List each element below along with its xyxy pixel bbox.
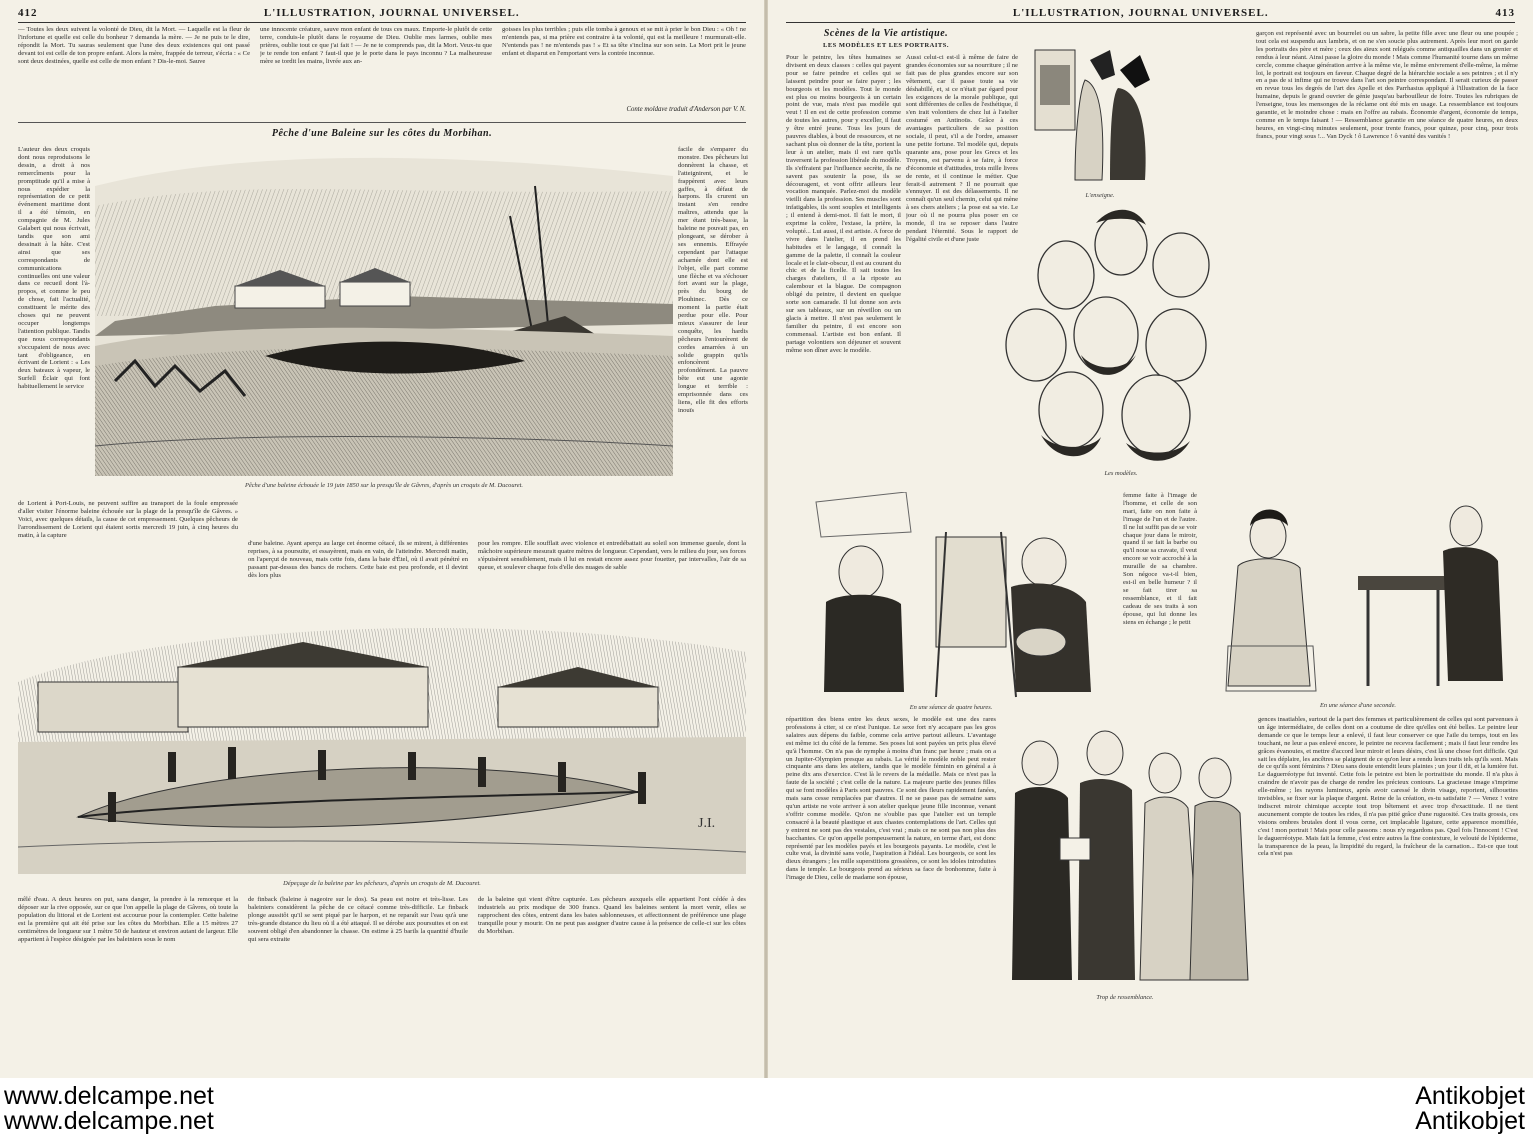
artistic-column-2: Aussi celui-ci est-il à même de faire de grandes économies sur sa nourriture ; il ne fait pas de plus grandes encore sur son vêtement, car il passe toute sa vie déshabillé, et, si ce n'était par égard pour les exigences de la morale publique, qui sont différentes de celles de l'esthétique, il s'en irait volontiers de chez lui à l'atelier costumé en Antinoüs. Grâce à ces avantages particuliers de sa position sociale, il peut, s'il a de l'ordre, amasser une petite fortune. Tel modèle qui, depuis quarante ans, pose pour les Grecs et les Troyens, est parvenu à se faire, à force d'économie et d'attitudes, trois mille livres de rente, et il continue le métier. Que ferait-il autrement ? Il ne pourrait que s'ennuyer. Il est des délassements. Il ne connaît qu'un seul chemin, celui qui mène à ses chers ateliers ; la pose est sa vie. Le jour où il ne pourra plus poser en ce monde, il ira se reposer dans l'autre pendant l'éternité. Sous le rapport de l'égalité civile et d'une juste [906, 54, 1018, 243]
watermark-left-2: www.delcampe.net [4, 1107, 214, 1135]
whale-bottom-column-1: mêlé d'eau. A deux heures on put, sans danger, la prendre à la remorque et la déposer sur la rive opposée, sur ce que l'on appelle la plage de Gâvres, où toute la population du littoral et de Lorient est accourue pour la contempler. Cette baleine est la première qui ait été prise sur les côtes du Morbihan. Elle a 15 mètres 27 centimètres de longueur sur 1 mètre 50 de hauteur et environ autant de largeur. Elle appartient à l'espèce désignée par les baleiniers sous le nom [18, 896, 238, 943]
artistic-column-1: Pour le peintre, les têtes humaines se divisent en deux classes : celles qui payent pour se faire peindre et celles qui se laissent peindre pour se faire payer ; les bourgeois et les modèles. Tout le monde est plus ou moins bourgeois à un certain point de vue, mais n'est pas modèle qui veut ! Il en est de cette profession comme de toutes les autres, pour y exceller, il faut y être entré jeune. Tous les jours de pauvres diables, à bout de ressources, et ne sachant plus où donner de la tête, portent la leur à un atelier, mais il est rare qu'ils traversent la profession libérale du modèle. Ils s'effraient par l'influence secrète, ils ne savent pas soutenir la pose, ils se découragent, et vont offrir ailleurs leur vocation manquée. Parlez-moi du modèle vieilli dans la profession. Ses muscles sont infatigables, ils sont souples et intelligents ; il entend à demi-mot. Il fait le mort, il exprime la colère, l'extase, la prière, la volupté... Lui aussi, il est artiste. A force de vivre dans l'atelier, il en prend les habitudes et le langage, il connaît la gamme de la palette, il connaît la couleur locale et le clair-obscur, il est au courant du chic et de la ficelle. Il sait toutes les charges d'ateliers, il a la riposte au calembour et la blague. De compagnon obligé du peintre, il devient en quelque sorte son camarade. Il lui donne son avis sur ses tableaux, sur un réveillon ou un glacis à mettre. Il n'est pas seulement le familier du peintre, il est encore son commensal. L'artiste est bon enfant. Il partage volontiers son déjeuner et souvent même son dîner avec le modèle. [786, 54, 901, 354]
whale-side-column-right: facile de s'emparer du monstre. Des pêcheurs lui donnèrent la chasse, et l'atteignirent, et le frappèrent avec leurs gaffes, à défaut de harpons. Ils crurent un instant s'en rendre maîtres, attendu que la mer étant très-basse, la baleine ne pouvait pas, en plongeant, se dérober à ses ennemis. Effrayée cependant par l'attaque acharnée dont elle est l'objet, elle part comme une flèche et va s'échouer fort avant sur la plage, près du bourg de Plouhinec. Dès ce moment la partie était perdue pour elle. Pour mieux s'assurer de leur conquête, les hardis pêcheurs l'entourèrent de cordes amarrées à un solide grappin qu'ils enfoncèrent profondément. La pauvre bête eut une agonie longue et terrible : emprisonnée dans ces liens, elle fit des efforts inouïs [678, 146, 748, 414]
whale-bottom-column-3: de la baleine qui vient d'être capturée. Les pêcheurs auxquels elle appartient l'ont cédée à des industriels au prix modique de 300 francs. Quand les baleines sentent la mort venir, elles se rapprochent des côtes, entrent dans les baies sablonneuses, et affectionnent de préférence une plage tranquille pour y mourir. On ne peut pas assigner d'autre cause à la présence de celle-ci sur les côtes du Morbihan. [478, 896, 746, 935]
story-column-1: — Toutes les deux suivent la volonté de Dieu, dit la Mort. — Laquelle est la fleur de l'infortune et quelle est celle du bonheur ? demanda la mère. — Je ne puis te le dire, répondit la Mort. Tu sauras seulement que l'une des deux existences qui ont passé devant toi est celle de ton propre enfant. Alors la mère, frappée de terreur, s'écria : « Ce sont deux destinées, quelle est celle de mon enfant ? Dis-le-moi. Sauve [18, 26, 250, 65]
whale-bottom-column-2: de finback (baleine à nageoire sur le dos). Sa peau est noire et très-lisse. Les baleiniers considèrent la pêche de ce cétacé comme très-difficile. Le finback plonge aussitôt qu'il se sent piqué par le harpon, et ne reparaît sur l'eau qu'à une très-grande distance du lieu où il a été attaqué. Il se dérobe aux poursuites et on est souvent obligé d'en abandonner la chasse. On estime à 25 barils la quantité d'huile qui sera extraite [248, 896, 468, 943]
whale-article-title: Pêche d'une Baleine sur les côtes du Morbihan. [271, 128, 493, 139]
whale-column-2: d'une baleine. Ayant aperçu au large cet énorme cétacé, ils se mirent, à différentes reprises, à sa poursuite, et essayèrent, mais en vain, de l'atteindre. Mercredi matin, on l'aperçut de nouveau, mais cette fois, dans la baie d'Étel, où il avait pénétré en passant par-dessus des bancs de rochers. Cette baie est peu profonde, et il devint dès lors plus [248, 540, 468, 579]
engraving-caption-top: Pêche d'une baleine échouée le 19 juin 1850 sur la presqu'île de Gâvres, d'après un croquis de M. Ducouret. [244, 482, 524, 489]
right-page-number: 413 [1495, 7, 1515, 19]
too-much-resemblance-engraving [1000, 718, 1250, 990]
portrait-session-engraving [786, 492, 1116, 702]
story-column-2: une innocente créature, sauve mon enfant de tous ces maux. Emporte-le plutôt de cette terre, conduis-le plutôt dans le royaume de Dieu. Oublie mes larmes, oublie mes prières, oublie tout ce que j'ai fait ! — Je ne te comprends pas, dit la Mort. Veux-tu que je te rende ton enfant ? faut-il que je le porte dans le pays inconnu ? La malheureuse mère se tordit les mains, livrée aux an- [260, 26, 492, 65]
story-column-3: goisses les plus terribles ; puis elle tomba à genoux et se mit à prier le bon Dieu : « Oh ! ne m'entends pas, si ma prière est contraire à ta volonté, qui est la meilleure ! murmurait-elle. N'entends pas ! ne m'entends pas ! » Et sa tête s'inclina sur son sein. La Mort prit le jeune enfant et disparut en l'emportant vers la contrée inconnue. [502, 26, 746, 57]
engraver-monogram: J.I. [698, 816, 716, 831]
artistic-bottom-column-3: gences insatiables, surtout de la part des femmes et particulièrement de celles qui sont parvenues à un âge intermédiaire, de celles dont on a coutume de dire qu'elles ont été belles. Le peintre leur demande ce que le temps leur a enlevé, il faut leur conserver ce que l'aile du temps, tout en les touchant, ne leur a pas enlevé encore, le peintre ne recevra facilement ; mais il faut leur rendre les grâces évanouies, et mettre d'accord leur miroir et leurs désirs, c'est là une chose fort difficile. Qui sait les déplaire, les ancêtres se plaignent de ce qu'on leur a rendu leurs traits tels qu'ils sont. Mais de ce qu'ils sont féminins ? Dieu sans doute entendit leurs plaintes ; un jour il dit, et la lumière fut. Le daguerréotype fut inventé. Cette fois le peintre est bien le portraitiste du monde. Il n'a plus à craindre de n'avoir pas de charge de rendre les précieux contours. La gracieuse image s'imprime elle-même ; les rayons lumineux, après avoir caressé le divin visage, reportent, silhouettes invisibles, se fixer sur la plaque d'argent. Reine de la création, es-tu satisfaite ? — Venez ! votre indiscret miroir chimique accepte tout trop bêtement et avec trop d'exactitude. Il ne tient aucunement compte de toutes les rides, il n'a pas pitié grâce d'une ruguosité. Ces traits grossis, ces visions ombres brutales dont il vous cerne, cet implacable ligature, cette apparence momifiée, c'est ! mon portrait ! Mais pour celle passons : nous n'y regardons pas. Quel fois l'innocent ! C'est le daguerréotype. Mais fait la femme, c'est entre autres la fine contexture, le velouté de l'épiderme, la transparence de la peau, la limpidité du regard, la fraîcheur de la carnation... Est-ce que tout cela n'est pas [1258, 716, 1518, 858]
artistic-article-subtitle: LES MODÈLES ET LES PORTRAITS. [823, 42, 949, 49]
left-page-header [18, 4, 746, 23]
artistic-side-column: femme faite à l'image de l'homme, et celle de son mari, faite on non faite à l'image de l'un et de l'autre. Il ne lui suffit pas de se voir chaque jour dans le miroir, quand il se fait la barbe ou qu'il noue sa cravate, il veut encore se voir accroché à la muraille de sa chambre. Son négoce va-t-il bien, est-il en belle humeur ? il se fait tirer sa ressemblance, et il fait cadeau de ses traits à son épouse, qui lui donne les siens en échange ; le petit [1123, 492, 1197, 626]
left-masthead: L'ILLUSTRATION, JOURNAL UNIVERSEL. [263, 7, 520, 19]
artistic-bottom-column-1: répartition des biens entre les deux sexes, le modèle est une des rares professions à citer, si ce n'est l'unique. Le sexe fort n'y accapare pas les gros salaires aux dépens du faible, comme cela arrive partout ailleurs. L'avantage est même ici du côté de la femme. Ses poses lui sont payées un prix plus élevé qu'à l'homme. On n'a pas de nymphe à moins d'un franc par heure ; mais on a un Jupiter-Olympien presque au rabais. La vérité le modèle noble peut rester cinquante ans dans les ateliers, tandis que le modèle féminin en général a à peine dix ans d'exercice. C'est là le revers de la médaille. Mais ce n'est pas la faute de la société ; c'est celle de la nature. La majeure partie des jeunes filles qui se font modèles à Paris sont pauvres. Ce sont des fleurs rapidement fanées, mais sans cesse remplacées par d'autres. Il ne se passe pas de semaine sans qu'un artiste ne voie arriver à son atelier quelque jeune fille inconnue, venant s'offrir comme modèle. Qu'on ne s'oublie pas que l'atelier est un temple consacré à la beauté plastique et aux chastes contemplations de l'art. Celles qui y entrent ne sont pas des vestales, c'est vrai ; mais ce ne sont pas non plus des bacchantes. Ce qu'on appelle pompeusement la nature, en terme d'art, est donc représenté par les modèles payés et les bourgeois payants. Le modèle, c'est le culte vrai, la divinité sans voile, l'aspiration à l'idéal. Les bourgeois, ce sont les dieux étrangers ; les mille superstitions grossières, ce sont les idoles introduites dans le temple. Le bourgeois prend au sérieux sa face de bonhomme, faite à l'image de Dieu, celle de madame son épouse, [786, 716, 996, 882]
models-heads-engraving [996, 205, 1246, 467]
watermark-left: www.delcampe.net [4, 1082, 214, 1110]
right-page-header [786, 4, 1515, 23]
resemblance-caption: Trop de ressemblance. [1096, 994, 1154, 1001]
sign-painter-engraving [1030, 40, 1170, 190]
daguerreotype-session-engraving [1198, 496, 1518, 700]
artistic-column-3: garçon est représenté avec un bourrelet ou un sabre, la petite fille avec une fleur ou une poupée ; tout cela est suspendu aux lambris, et on ne s'en soucie plus autrement. Après leur mort on garde les portraits des père et mère ; ceux des aïeux sont relégués comme antiquailles dans un grenier et rendus à leur néant. Ainsi passe la gloire du monde ! Mais comme l'humanité tourne dans un même cercle, comme chaque génération arrive à la même vie, le même enivrement d'elle-même, la même loi, le portrait est toujours en faveur. Chaque degré de la hiérarchie sociale a ses peintres ; et il n'y en a pas de si infime qui ne trouve dans l'art son peintre correspondant. Il serait curieux de passer en revue tous les degrés de l'art des Apelle et des Parrhasius appliqué à l'illustration de la face humaine, depuis le grand ouvrier de génie jusqu'au barbouilleur de foire. Toutes les rubriques de l'enseigne, tous les mensonges de la réclame ont été mis en usage. La ressemblance est toujours garantie, et le moindre chose : mais en l'offre au rabais. Économie d'argent, économie de temps, comme en le temps faisant ! — Ressemblance garantie en une séance de quatre heures, en deux heures, en vingt-cinq minutes seulement, pour trente francs, pour quinze, pour cinq, pour trois francs, pour vingt sous !... Van Dyck ! ô Lawrence ! ô vanité des vanités ! [1256, 30, 1518, 140]
left-page [0, 0, 764, 1078]
watermark-right: Antikobjet [1415, 1082, 1525, 1110]
artistic-article-title: Scènes de la Vie artistique. [823, 28, 949, 39]
sign-caption: L'enseigne. [1085, 192, 1115, 199]
story-signature: Conte moldave traduit d'Anderson par V. N. [626, 106, 746, 113]
separator-rule [18, 122, 746, 123]
watermark-footer [0, 1078, 1533, 1135]
engraving-caption-bottom: Dépeçage de la baleine par les pêcheurs, d'après un croquis de M. Ducouret. [283, 880, 481, 887]
whale-column-3: pour les rompre. Elle soufflait avec violence et entredébattait au soleil son immense gueule, dont la mâchoire supérieure mesurait quatre mètres de longueur. Cependant, vers le milieu du jour, ses forces s'épuisèrent sensiblement, mais il lui en restait encore assez pour fouetter, par intervalles, l'air de sa queue, et soulever chaque fois d'elle des nuages de sable [478, 540, 746, 571]
whale-side-column-left: L'auteur des deux croquis dont nous reproduisons le dessin, a droit à nos remercîments pour la promptitude qu'il a mise à nous expédier la représentation de ce petit événement maritime dont il a été témoin, en compagnie de M. Jules Galabert qui nous écrivait, tandis que son ami dessinait à la hâte. C'est ainsi que ses correspondants de communications continuelles ont une valeur dans ce recueil dont l'à-propos, et comme le peu de chose, fait l'actualité, constituent le mérite des choses qui ne peuvent occuper longtemps l'attention publique. Tandis que nous correspondants s'occupaient de nous avec tant d'obligeance, en écrivant de Lorient : « Les deux bateaux à vapeur, le Surfell Éclair qui font habituellement le service [18, 146, 90, 391]
left-page-number: 412 [18, 7, 38, 19]
whale-column-1: de Lorient à Port-Louis, ne peuvent suffire au transport de la foule empressée d'aller visiter l'énorme baleine échouée sur la plage de la presqu'île de Gâvres. » Voici, avec quelques détails, la cause de cet empressement. Quelques pêcheurs de l'arrondissement de Lorient qui étaient sortis mercredi 19 juin, à cinq heures du matin, à la capture [18, 500, 238, 539]
right-page [768, 0, 1533, 1078]
watermark-right-2: Antikobjet [1415, 1107, 1525, 1135]
whale-cutting-engraving [18, 612, 746, 874]
whale-fishing-engraving [95, 146, 673, 476]
right-masthead: L'ILLUSTRATION, JOURNAL UNIVERSEL. [1012, 7, 1269, 19]
models-caption: Les modèles. [1104, 470, 1138, 477]
four-hour-session-caption: En une séance de quatre heures. [909, 704, 993, 711]
one-second-session-caption: En une séance d'une seconde. [1319, 702, 1397, 709]
